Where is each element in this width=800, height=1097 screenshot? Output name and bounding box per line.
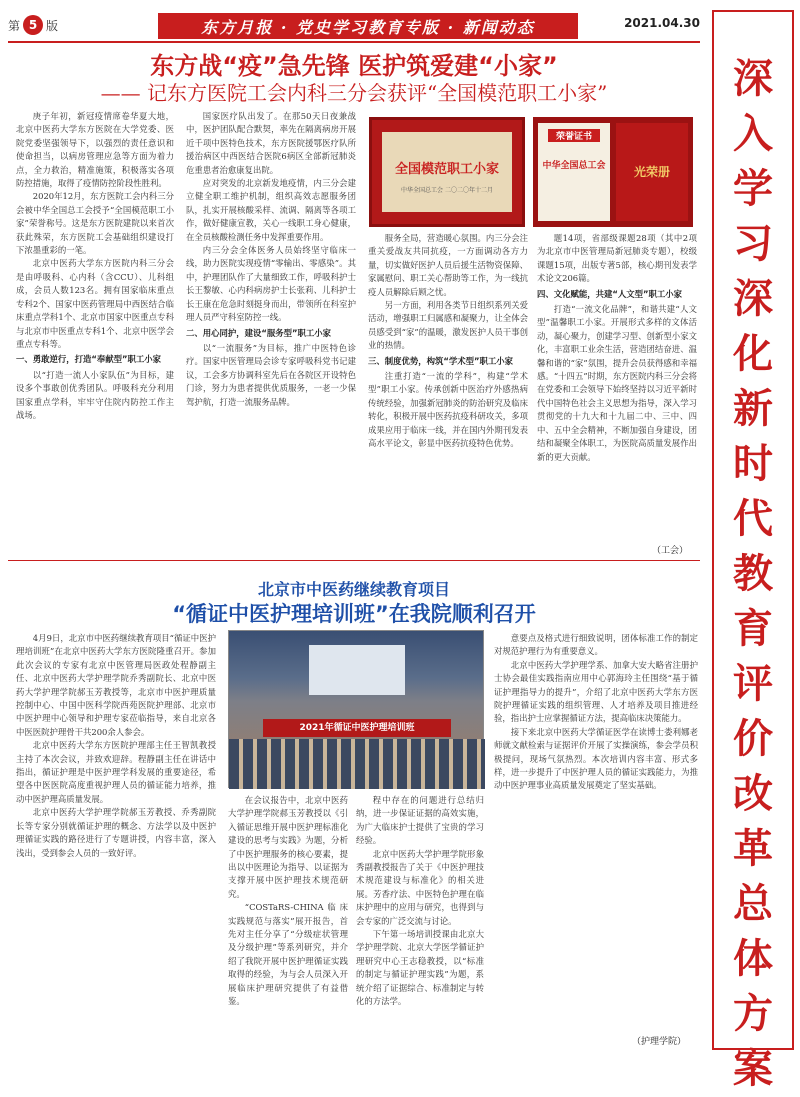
- slogan-char: 时: [733, 441, 773, 487]
- article1-column-4: [537, 232, 697, 542]
- article2-paragraph: 下午第一场培训授课由北京大学护理学院、北京大学医学循证护理研究中心王志稳教授，以“标准的制定与循证护理实践”为题，系统介绍了证据综合、标准制定与转化的方法学。: [356, 929, 484, 1007]
- meeting-banner: 2021年循证中医护理培训班: [263, 719, 451, 737]
- article2-paragraph: 接下来北京中医药大学循证医学在读博士娄利娜老师就文献检索与证据评价开展了实操演练，参会学员积极提问，现场气氛热烈。本次培训内容丰富、形式多样，进一步提升了中医护理人员的循证实践能力，为推动中医护理事业高质量发展奠定了坚实基础。: [494, 726, 698, 791]
- page-number-label: [8, 15, 158, 35]
- article1-paragraph: 庚子年初，新冠疫情席卷华夏大地，北京中医药大学东方医院在大学党委、医院党委坚强领导下，以强烈的责任意识和使命担当，以病房管理应急等方面为着力点，全力救治，精准施策，积极落实各项防控措施，取得了疫情防控阶段性胜利。: [16, 111, 174, 189]
- slogan-char: 育: [733, 606, 773, 652]
- article2-paragraph: 北京中医药大学护理学系、加拿大安大略省注册护士协会最佳实践指南应用中心郭海玲主任围绕“基于循证护理指导力的提升”，介绍了北京中医药大学东方医院护理循证实践的组织管理、人才培养及项目推进经验，指出护士应掌握循证方法，提高临床决策能力。: [494, 659, 698, 724]
- slogan-char: 深: [733, 56, 773, 102]
- slogan-char: 学: [733, 166, 773, 212]
- slogan-char: 革: [733, 826, 773, 872]
- article1-column-3: [368, 232, 528, 555]
- page-suffix: 版: [46, 18, 59, 33]
- article1-paragraph: 打造“一流文化品牌”，和谐共建“人文型”温馨职工小家。开展形式多样的文体活动，凝心聚力，创建学习型、创新型小家文化，丰富职工业余生活，营造团结奋进、温馨和谐的“家”氛围，提升会员获得感和幸福感。“十四五”时期，东方医院内科三分会将在党委和工会领导下始终坚持以习近平新时代中国特色社会主义思想为指导，深入学习贯彻党的十九大和十九届二中、三中、四中、五中全会精神，不断加强自身建设，团结和凝聚全体职工，为医院高质量发展作出新的更大贡献。: [537, 304, 697, 462]
- slogan-char: 方: [733, 991, 773, 1037]
- article2-paragraph: 程中存在的问题进行总结归纳，进一步保证证据的高效实施，为广大临床护士提供了宝贵的学习经验。: [356, 795, 484, 846]
- certificate-left-page: [538, 123, 610, 221]
- article1-column-1: [16, 110, 174, 555]
- article2-column-4: [494, 632, 698, 1032]
- article1-section-heading-2: 二、用心同护，建设“服务型”职工小家: [186, 327, 332, 338]
- article2-paragraph: 在会议报告中，北京中医药大学护理学院郝玉芳教授以《引入循证思维开展中医护理标准化建设的思考与实践》为题，分析了中医护理服务的核心要素，提出以中医理论为指导、以证据为支撑开展中医护理技术规范研究。: [228, 795, 348, 899]
- slogan-char: 深: [733, 276, 773, 322]
- article1-column-2: [186, 110, 356, 555]
- article1-paragraph: 应对突发的北京新发地疫情，内三分会建立健全职工维护机制，组织高效志愿服务团队，扎实开展核酸采样、流调、隔离等各项工作，做好健康宣教，关心一线职工身心健康，在全员核酸检测任务中发挥重要作用。: [186, 178, 356, 242]
- slogan-char: 代: [733, 496, 773, 542]
- slogan-char: 案: [733, 1046, 773, 1092]
- slogan-char: 入: [733, 111, 773, 157]
- slogan-char: 习: [733, 221, 773, 267]
- header-divider: [8, 41, 700, 43]
- plaque-title: 全国模范职工小家: [394, 162, 499, 177]
- certificate-right-page: [616, 123, 688, 221]
- projection-screen: [309, 645, 405, 695]
- article2-paragraph: 4月9日，北京市中医药继续教育项目“循证中医护理培训班”在北京中医药大学东方医院隆重召开。参加此次会议的专家有北京中医管理局医政处程静副主任、北京中医药大学护理学院乔秀副院长、北京中医药大学护理学院郝玉芳教授等，北京市中医护理质量控制中心、中国中医科学院西苑医院护理部、北京市中医护理中心领导和护理专家莅临指导，来自北京各中医医院护理骨干共200余人参会。: [16, 633, 216, 737]
- slogan-char: 改: [733, 771, 773, 817]
- honor-certificate-photo: [533, 117, 693, 227]
- article1-paragraph: 服务全局，营造暖心氛围。内三分会注重关爱战友共同抗疫，一方面调动各方力量，切实做好医护人员后援生活物资保障、家属慰问、职工关心帮助等工作，为一线抗疫人员解除后顾之忧。: [368, 233, 528, 297]
- slogan-char: 总: [733, 881, 773, 927]
- slogan-char: 新: [733, 386, 773, 432]
- article2-column-3: [356, 794, 484, 1047]
- article1-paragraph: 以“打造一流人小家队伍”为目标，建设多个事敢创优秀团队。呼吸科充分利用国家重点学科，牢牢守住院内防控工作主战场。: [16, 369, 174, 420]
- certificate-issuer: 中华全国总工会: [542, 161, 606, 171]
- article1-section-heading-1: 一、勇敢逆行，打造“奉献型”职工小家: [16, 354, 162, 365]
- audience-seats: [229, 739, 485, 789]
- slogan-char: 评: [733, 661, 773, 707]
- certificate-badge: 荣誉证书: [548, 129, 600, 142]
- article1-subtitle: —— 记东方医院工会内科三分会获评“全国模范职工小家”: [100, 81, 608, 105]
- article1-section-heading-3: 三、制度优势，构筑“学术型”职工小家: [368, 355, 514, 366]
- article2-column-1: [16, 632, 216, 1047]
- article1-signature: （工会）: [652, 546, 689, 556]
- article1-paragraph: 题14项，省部级课题28项（其中2项为北京市中医管理局新冠肺炎专题），校级课题15项，出版专著5部，核心期刊发表学术论文206篇。: [537, 233, 697, 284]
- page-header: [8, 10, 700, 40]
- article2-paragraph: “COSTaRS-CHINA临床实践规范与落实”展开报告，首先对主任分享了“分级症状管理及分级护理”等系列研究，并介绍了我院开展中医护理循证实践取得的经验，为与会人员深入开展临床护理研究提供了有益借鉴。: [228, 902, 348, 1007]
- article1-paragraph: 另一方面，利用各类节日组织系列关爱活动，增强职工归属感和凝聚力，让全体会员感受到“家”的温暖，激发医护人员干事创业的热情。: [368, 300, 528, 351]
- article2-column-2: [228, 794, 348, 1047]
- section-ribbon: 东方月报 · 党史学习教育专版 · 新闻动态: [158, 13, 578, 39]
- article1-paragraph: 北京中医药大学东方医院内科三分会是由呼吸科、心内科（含CCU）、儿科组成，会员人数123名。拥有国家临床重点专科2个、国家中医药管理局中西医结合临床重点学科1个、北京市国家中医重点专科与北京市中医重点专科1个、北京中医学会重点专科等。: [16, 258, 174, 349]
- slogan-char: 教: [733, 551, 773, 597]
- article2-paragraph: 意要点及格式进行细致说明，团体标准工作的制定对规范护理行为有重要意义。: [494, 633, 698, 657]
- article1-title: 东方战“疫”急先锋 医护筑爱建“小家”: [150, 52, 558, 80]
- article1-paragraph: 内三分会全体医务人员始终坚守临床一线，助力医院实现疫情“零输出、零感染”。其中，护理团队作了大量细致工作，呼吸科护士长王黎敏、心内科病房护士长张莉、儿科护士长王康在危急时刻挺身而出，带领所在科室护理人员严守科室防控一线。: [186, 245, 356, 323]
- training-meeting-photo: [228, 630, 484, 788]
- article2-paragraph: 北京中医药大学东方医院护理部主任王智凯教授主持了本次会议，并致欢迎辞。程静副主任在讲话中指出，循证护理是中医护理学科发展的重要途径，希望各中医医院高度重视护理人员的循证能力培养，推动中医护理高质量发展。: [16, 740, 216, 804]
- issue-date: 2021.04.30: [624, 16, 700, 30]
- plaque-issuer: 中华全国总工会 二〇二〇年十二月: [401, 187, 493, 194]
- article2-signature: （护理学院）: [632, 1037, 687, 1047]
- side-slogan: [714, 52, 792, 1097]
- award-plaque-photo: [369, 117, 525, 227]
- side-slogan-box: [712, 10, 794, 1092]
- article1-paragraph: 以“一流服务”为目标，推广中医特色诊疗。国家中医管理局会诊专家呼吸科党书记建议，工会多方协调科室先后在各院区开设特色门诊，努力为患者提供优质服务，一老一少保驾护航，打造一流服务品牌。: [186, 342, 356, 407]
- article-divider: [8, 560, 700, 561]
- page-prefix: 第: [8, 18, 21, 33]
- article2-paragraph: 北京中医药大学护理学院形象秀副教授报告了关于《中医护理技术规范建设与标准化》的相关进展。芳香疗法、中医特色护理在临床护理中的应用与研究，也得到与会专家的广泛交流与讨论。: [356, 848, 484, 926]
- article1-section-heading-4: 四、文化赋能，共建“人文型”职工小家: [537, 288, 683, 299]
- plaque-face: [382, 132, 512, 212]
- article2-paragraph: 北京中医药大学护理学院郝玉芳教授、乔秀副院长等专家分别就循证护理的概念、方法学以及中医护理循证实践的路径进行了专题讲授，内容丰富，深入浅出，受到参会人员的一致好评。: [16, 807, 216, 858]
- slogan-char: 价: [733, 716, 773, 762]
- article2-kicker: 北京市中医药继续教育项目: [257, 580, 450, 599]
- page-number-badge: 5: [23, 15, 43, 35]
- article1-paragraph: 国家医疗队出发了。在那50天日夜兼战中，医护团队配合默契，率先在隔离病房开展近千项中医特色技术，东方医院援鄂医疗队所援治病区中西医结合医院6病区全部新冠肺炎危重患者治愈康复出院。: [186, 111, 356, 175]
- certificate-title: 光荣册: [633, 165, 670, 179]
- slogan-char: 体: [733, 936, 773, 982]
- article1-paragraph: 注重打造“一流的学科”，构建“学术型”职工小家。传承创新中医治疗外感热病传统经验，加强新冠肺炎的防治研究及临床转化，积极开展中医药抗疫科研攻关，多项成果应用于临床一线，并在国内外期刊发表高水平论文，彰显中医药抗疫特色优势。: [368, 371, 528, 449]
- article2-title: “循证中医护理培训班”在我院顺利召开: [172, 602, 536, 626]
- article1-paragraph: 2020年12月，东方医院工会内科三分会被中华全国总工会授予“全国模范职工小家”荣誉称号。这是东方医院建院以来首次获此殊荣，东方医院工会基础组织建设打下浓墨重彩的一笔。: [16, 191, 174, 256]
- slogan-char: 化: [733, 331, 773, 377]
